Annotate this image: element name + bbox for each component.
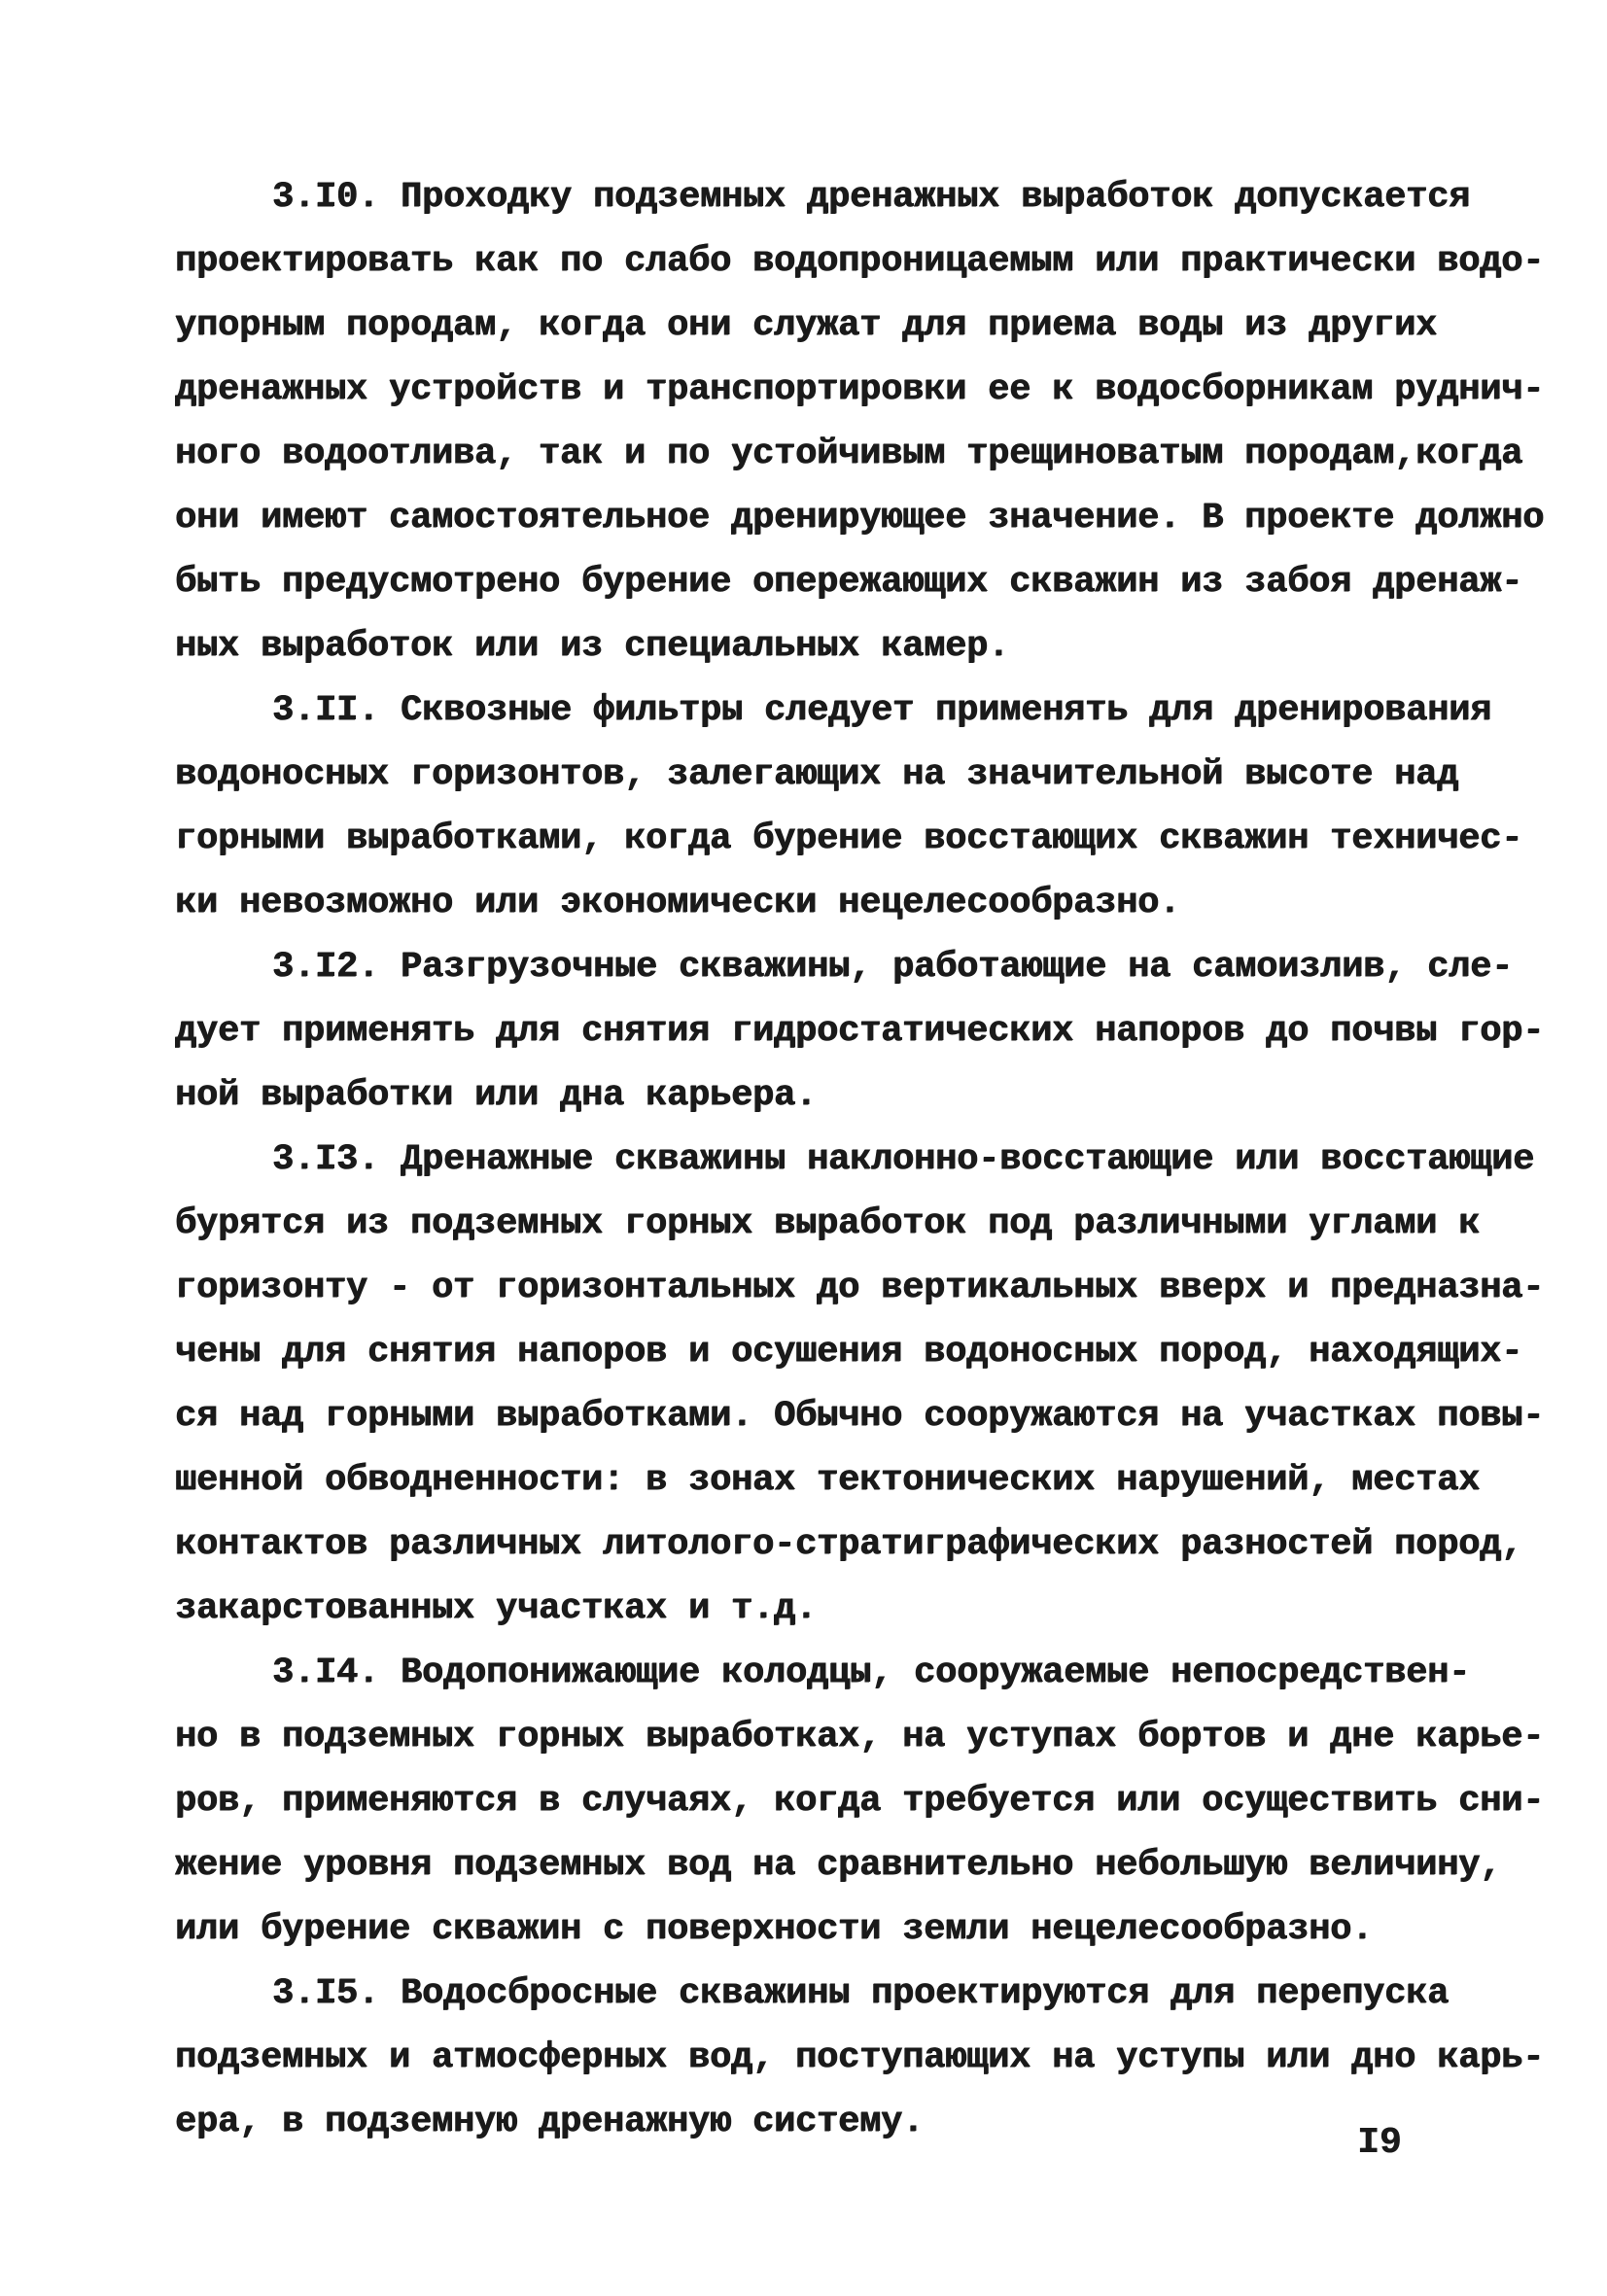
text-line: горными выработками, когда бурение восстающих скважин техничес-	[175, 818, 1523, 859]
text-line: или бурение скважин с поверхности земли нецелесообразно.	[175, 1909, 1374, 1950]
text-line: они имеют самостоятельное дренирующее значение. В проекте должно	[175, 498, 1545, 539]
text-line: 3.I2. Разгрузочные скважины, работающие на самоизлив, сле-	[272, 947, 1514, 988]
text-line: закарстованных участках и т.д.	[175, 1588, 818, 1629]
text-line: шенной обводненности: в зонах тектонических нарушений, местах	[175, 1460, 1481, 1501]
paragraph-3-10	[175, 165, 1545, 678]
text-line: 3.II. Сквозные фильтры следует применять для дренирования	[272, 690, 1492, 731]
text-line: ров, применяются в случаях, когда требуется или осуществить сни-	[175, 1781, 1545, 1822]
text-line: подземных и атмосферных вод, поступающих на уступы или дно карь-	[175, 2037, 1545, 2078]
text-line: горизонту - от горизонтальных до вертикальных вверх и предназна-	[175, 1268, 1545, 1308]
text-line: ки невозможно или экономически нецелесообразно.	[175, 883, 1181, 923]
text-line: 3.I3. Дренажные скважины наклонно-восстающие или восстающие	[272, 1139, 1535, 1180]
text-line: 3.I0. Проходку подземных дренажных выработок допускается	[272, 177, 1471, 218]
text-line: водоносных горизонтов, залегающих на значительной высоте над	[175, 754, 1459, 795]
text-line: быть предусмотрено бурение опережающих скважин из забоя дренаж-	[175, 562, 1523, 603]
text-line: ся над горными выработками. Обычно сооружаются на участках повы-	[175, 1396, 1545, 1437]
text-line: 3.I5. Водосбросные скважины проектируются для перепуска	[272, 1973, 1450, 2014]
text-line: дренажных устройств и транспортировки ее к водосборникам руднич-	[175, 369, 1545, 410]
text-line: проектировать как по слабо водопроницаемым или практически водо-	[175, 241, 1545, 282]
text-line: ера, в подземную дренажную систему.	[175, 2102, 925, 2142]
text-line: ных выработок или из специальных камер.	[175, 626, 1010, 667]
paragraph-3-13	[175, 1128, 1545, 1641]
paragraph-3-15	[175, 1962, 1545, 2154]
text-line: 3.I4. Водопонижающие колодцы, сооружаемые непосредствен-	[272, 1652, 1471, 1693]
text-line: чены для снятия напоров и осушения водоносных пород, находящих-	[175, 1332, 1523, 1373]
text-line: упорным породам, когда они служат для приема воды из других	[175, 305, 1438, 346]
text-line: ной выработки или дна карьера.	[175, 1075, 818, 1116]
text-line: дует применять для снятия гидростатических напоров до почвы гор-	[175, 1011, 1545, 1052]
paragraph-3-12	[175, 935, 1545, 1128]
text-line: ного водоотлива, так и по устойчивым трещиноватым породам,когда	[175, 434, 1523, 474]
page-number: I9	[1357, 2122, 1402, 2164]
text-line: бурятся из подземных горных выработок под различными углами к	[175, 1203, 1481, 1244]
text-line: жение уровня подземных вод на сравнительно небольшую величину,	[175, 1845, 1502, 1886]
document-body	[175, 165, 1545, 2154]
paragraph-3-11	[175, 678, 1523, 935]
text-line: но в подземных горных выработках, на уступах бортов и дне карье-	[175, 1717, 1545, 1757]
paragraph-3-14	[175, 1641, 1545, 1962]
text-line: контактов различных литолого-стратиграфических разностей пород,	[175, 1524, 1523, 1565]
